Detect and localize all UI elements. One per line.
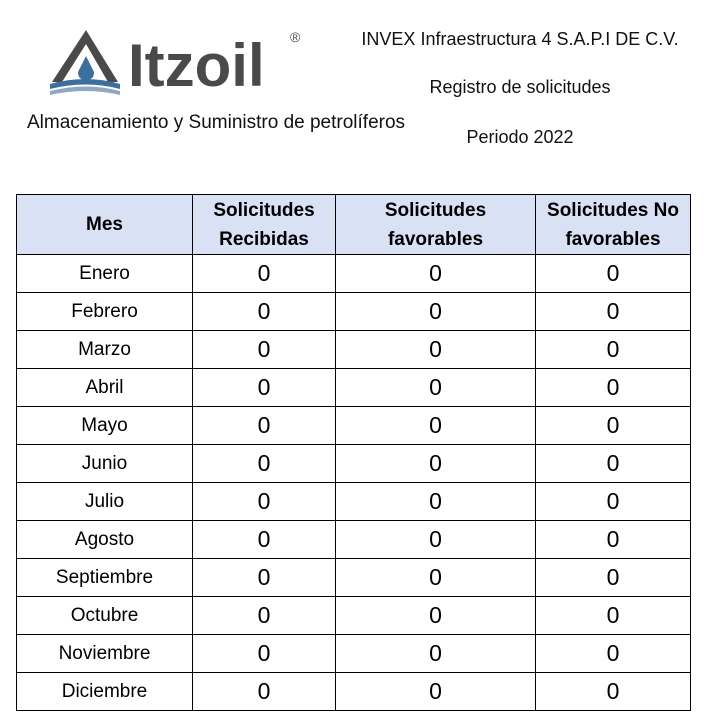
- no-favorables-cell: 0: [536, 597, 691, 635]
- month-cell: Mayo: [17, 407, 193, 445]
- column-header-no-favorables: Solicitudes No favorables: [536, 195, 691, 255]
- recibidas-cell: 0: [193, 597, 336, 635]
- company-logo: [48, 26, 310, 96]
- logo-wave-2: [50, 87, 120, 96]
- report-period: Periodo 2022: [466, 127, 574, 147]
- favorables-cell: 0: [336, 445, 536, 483]
- favorables-cell: 0: [336, 483, 536, 521]
- favorables-cell: 0: [336, 407, 536, 445]
- no-favorables-cell: 0: [536, 559, 691, 597]
- month-cell: Marzo: [17, 331, 193, 369]
- no-favorables-cell: 0: [536, 255, 691, 293]
- recibidas-cell: 0: [193, 369, 336, 407]
- table-header-row: [17, 195, 691, 255]
- company-subtitle: Almacenamiento y Suministro de petrolíferos: [26, 112, 406, 133]
- favorables-cell: 0: [336, 255, 536, 293]
- month-cell: Abril: [17, 369, 193, 407]
- no-favorables-cell: 0: [536, 445, 691, 483]
- table-row: [17, 673, 691, 711]
- month-cell: Septiembre: [17, 559, 193, 597]
- favorables-cell: 0: [336, 559, 536, 597]
- favorables-cell: 0: [336, 293, 536, 331]
- recibidas-cell: 0: [193, 483, 336, 521]
- no-favorables-cell: 0: [536, 369, 691, 407]
- no-favorables-cell: 0: [536, 331, 691, 369]
- recibidas-cell: 0: [193, 521, 336, 559]
- favorables-cell: 0: [336, 673, 536, 711]
- table-row: [17, 293, 691, 331]
- column-header-recibidas: Solicitudes Recibidas: [193, 195, 336, 255]
- month-cell: Octubre: [17, 597, 193, 635]
- month-cell: Agosto: [17, 521, 193, 559]
- no-favorables-cell: 0: [536, 673, 691, 711]
- month-cell: Noviembre: [17, 635, 193, 673]
- column-header-favorables: Solicitudes favorables: [336, 195, 536, 255]
- favorables-cell: 0: [336, 369, 536, 407]
- recibidas-cell: 0: [193, 293, 336, 331]
- table-row: [17, 445, 691, 483]
- favorables-cell: 0: [336, 521, 536, 559]
- favorables-cell: 0: [336, 597, 536, 635]
- company-name: INVEX Infraestructura 4 S.A.P.I DE C.V.: [361, 29, 679, 49]
- table-row: [17, 521, 691, 559]
- table-row: [17, 597, 691, 635]
- favorables-cell: 0: [336, 331, 536, 369]
- table-row: [17, 255, 691, 293]
- logo-wordmark: Itzoil: [128, 32, 265, 96]
- month-cell: Febrero: [17, 293, 193, 331]
- recibidas-cell: 0: [193, 407, 336, 445]
- table-row: [17, 483, 691, 521]
- month-cell: Julio: [17, 483, 193, 521]
- recibidas-cell: 0: [193, 673, 336, 711]
- no-favorables-cell: 0: [536, 483, 691, 521]
- recibidas-cell: 0: [193, 635, 336, 673]
- itzoil-logo-icon: [48, 26, 310, 96]
- recibidas-cell: 0: [193, 559, 336, 597]
- month-cell: Diciembre: [17, 673, 193, 711]
- no-favorables-cell: 0: [536, 293, 691, 331]
- recibidas-cell: 0: [193, 255, 336, 293]
- no-favorables-cell: 0: [536, 407, 691, 445]
- favorables-cell: 0: [336, 635, 536, 673]
- table-row: [17, 369, 691, 407]
- no-favorables-cell: 0: [536, 521, 691, 559]
- table-row: [17, 331, 691, 369]
- requests-table: [16, 194, 691, 711]
- logo-registered-mark: ®: [290, 29, 301, 45]
- table-row: [17, 635, 691, 673]
- recibidas-cell: 0: [193, 331, 336, 369]
- column-header-mes: Mes: [17, 195, 193, 255]
- no-favorables-cell: 0: [536, 635, 691, 673]
- report-title: Registro de solicitudes: [429, 77, 611, 97]
- table-row: [17, 559, 691, 597]
- month-cell: Junio: [17, 445, 193, 483]
- month-cell: Enero: [17, 255, 193, 293]
- table-row: [17, 407, 691, 445]
- recibidas-cell: 0: [193, 445, 336, 483]
